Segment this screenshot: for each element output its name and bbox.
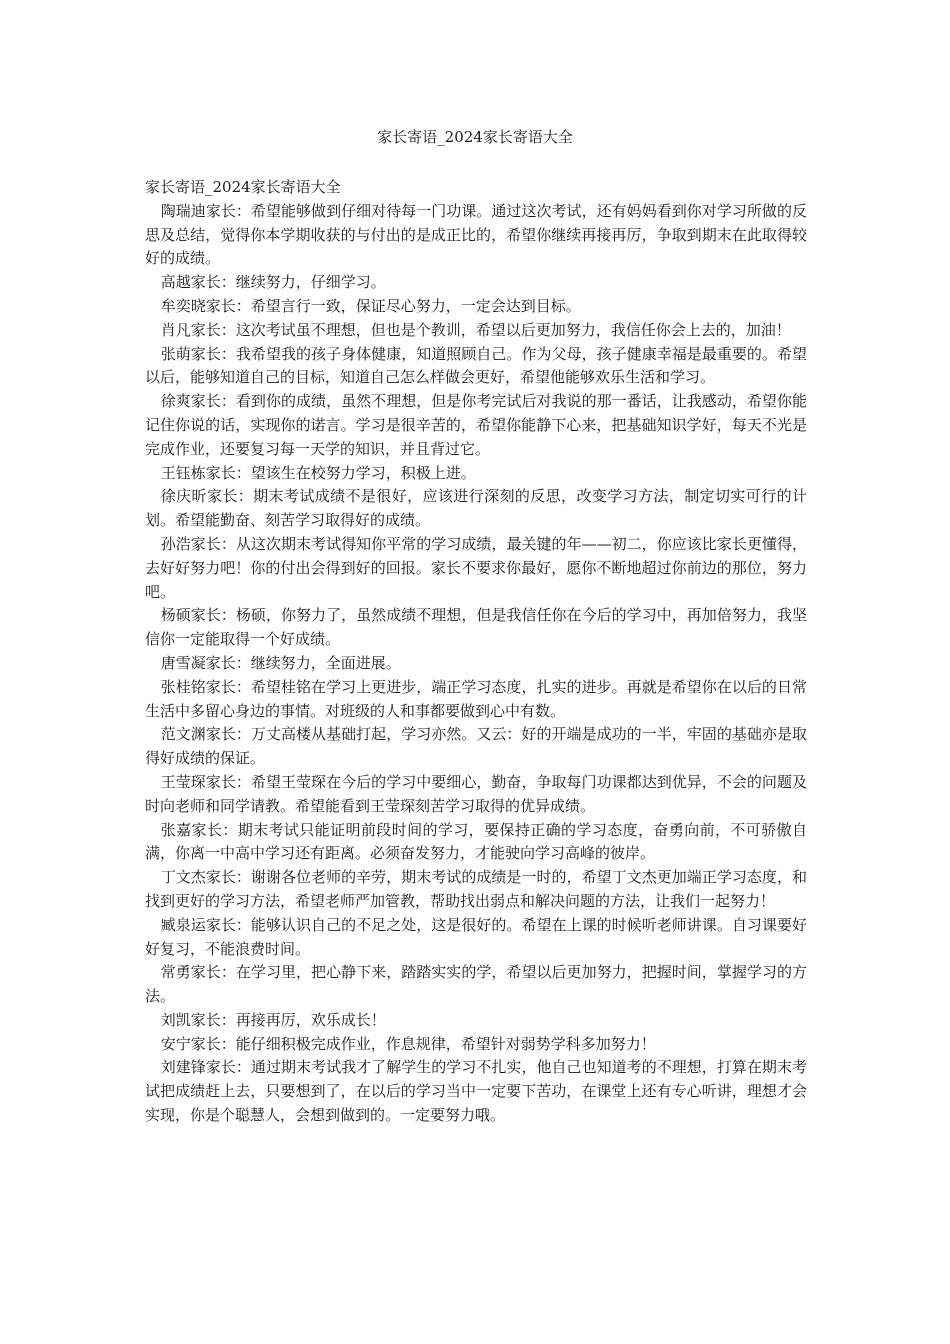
document-subtitle: 家长寄语_2024家长寄语大全 <box>145 178 341 196</box>
paragraph: 牟奕晓家长：希望言行一致，保证尽心努力，一定会达到目标。 <box>160 296 581 315</box>
paragraph: 陶瑞迪家长：希望能够做到仔细对待每一门功课。通过这次考试，还有妈妈看到你对学习所做的反思及总结，觉得你本学期收获的与付出的是成正比的，希望你继续再接再厉，争取到期末在此取得较好的成绩。 <box>145 201 807 268</box>
paragraph: 杨硕家长：杨硕，你努力了，虽然成绩不理想，但是我信任你在今后的学习中，再加倍努力，我坚信你一定能取得一个好成绩。 <box>145 606 807 649</box>
paragraph: 刘凯家长：再接再厉，欢乐成长！ <box>160 1010 386 1029</box>
page-title: 家长寄语_2024家长寄语大全 <box>377 128 573 146</box>
paragraph: 张萌家长：我希望我的孩子身体健康，知道照顾自己。作为父母，孩子健康幸福是最重要的。希望以后，能够知道自己的目标，知道自己怎么样做会更好，希望他能够欢乐生活和学习。 <box>145 344 807 387</box>
paragraph: 徐爽家长：看到你的成绩，虽然不理想，但是你考完试后对我说的那一番话，让我感动，希望你能记住你说的话，实现你的诺言。学习是很辛苦的，希望你能静下心来，把基础知识学好，每天不光是完成作业，还要复习每一天学的知识，并且背过它。 <box>145 392 807 458</box>
paragraph: 唐雪凝家长：继续努力，全面进展。 <box>160 653 401 672</box>
paragraph: 徐庆昕家长：期末考试成绩不是很好，应该进行深刻的反思，改变学习方法，制定切实可行的计划。希望能勤奋、刻苦学习取得好的成绩。 <box>145 487 807 530</box>
paragraph: 刘建锋家长：通过期末考试我才了解学生的学习不扎实，他自己也知道考的不理想，打算在期末考试把成绩赶上去，只要想到了，在以后的学习当中一定要下苦功，在课堂上还有专心听讲，理想才会实现，你是个聪慧人，会想到做到的。一定要努力哦。 <box>145 1058 807 1125</box>
paragraph: 常勇家长：在学习里，把心静下来，踏踏实实的学，希望以后更加努力，把握时间，掌握学习的方法。 <box>145 963 807 1006</box>
document-body <box>145 176 807 1128</box>
paragraph: 肖凡家长：这次考试虽不理想，但也是个教训，希望以后更加努力，我信任你会上去的，加油！ <box>160 320 791 339</box>
paragraph: 安宁家长：能仔细积极完成作业，作息规律，希望针对弱势学科多加努力！ <box>160 1034 656 1053</box>
paragraph: 王钰栋家长：望该生在校努力学习，积极上进。 <box>160 463 476 482</box>
paragraph: 王莹琛家长：希望王莹琛在今后的学习中要细心，勤奋，争取每门功课都达到优异，不会的问题及时向老师和同学请教。希望能看到王莹琛刻苦学习取得的优异成绩。 <box>145 772 807 815</box>
paragraph: 丁文杰家长：谢谢各位老师的辛劳，期末考试的成绩是一时的，希望丁文杰更加端正学习态度，和找到更好的学习方法，希望老师严加管教，帮助找出弱点和解决问题的方法，让我们一起努力！ <box>145 868 807 910</box>
paragraph: 孙浩家长：从这次期末考试得知你平常的学习成绩，最关键的年——初二，你应该比家长更懂得，去好好努力吧！你的付出会得到好的回报。家长不要求你最好，愿你不断地超过你前边的那位，努力吧。 <box>145 534 807 601</box>
paragraph: 范文渊家长：万丈高楼从基础打起，学习亦然。又云：好的开端是成功的一半，牢固的基础亦是取得好成绩的保证。 <box>145 725 807 768</box>
paragraph: 张桂铭家长：希望桂铭在学习上更进步，端正学习态度，扎实的进步。再就是希望你在以后的日常生活中多留心身边的事情。对班级的人和事都要做到心中有数。 <box>145 677 807 720</box>
paragraph: 张嘉家长：期末考试只能证明前段时间的学习，要保持正确的学习态度，奋勇向前，不可骄傲自满，你离一中高中学习还有距离。必须奋发努力，才能驶向学习高峰的彼岸。 <box>145 820 807 863</box>
paragraph: 臧泉运家长：能够认识自己的不足之处，这是很好的。希望在上课的时候听老师讲课。自习课要好好复习，不能浪费时间。 <box>145 915 807 958</box>
paragraph: 高越家长：继续努力，仔细学习。 <box>160 273 386 292</box>
